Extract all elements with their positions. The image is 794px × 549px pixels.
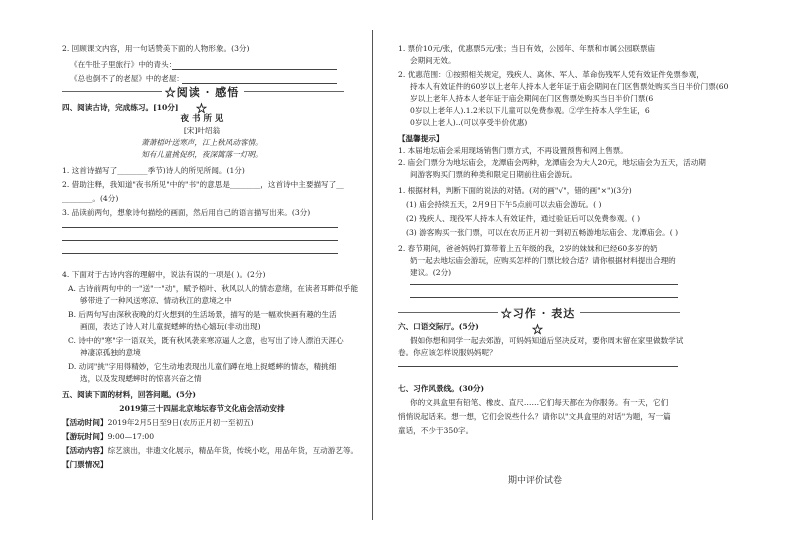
rule-1-line2: 会期间无效。 (410, 56, 456, 65)
rule-2-line5: 0岁以上老人)..(可以享受半价优惠) (410, 118, 528, 127)
event-ticket-label: 【门票情况】 (62, 460, 108, 469)
event-time-label: 【活动时间】 (62, 418, 108, 427)
rule-2-line1: 2. 优惠范围：①按照相关规定，残疾人、离休、军人、革命伤残军人凭有效证件免票参观， (398, 70, 704, 79)
section7-text3: 童话，不少于350字。 (398, 426, 474, 435)
option-d-line2: 选，以及发现蟋蟀时的惊喜兴奋之情 (80, 374, 202, 383)
section6-text2: 卷。你应该怎样说服妈妈呢？ (398, 348, 497, 357)
answer-line[interactable] (62, 253, 338, 254)
event-hours-label: 【游玩时间】 (62, 432, 108, 441)
right-question-1b: (2) 残疾人、现役军人持本人有效证件，通过验证后可以免费参观。( ) (406, 214, 641, 223)
poem-author: [宋]叶绍翁 (183, 126, 221, 135)
banner-write: ☆习作 · 表达☆ (500, 307, 576, 336)
poem-line2: 知有儿童挑促织，夜深篱落一灯明。 (141, 150, 263, 159)
answer-line[interactable] (398, 366, 678, 367)
section4-title: 四、阅读古诗，完成练习。[10分] (62, 103, 179, 112)
banner-read: ☆阅读 · 感悟☆ (164, 86, 240, 115)
section6-text1: 假如你想和同学一起去郊游，可妈妈知道后坚决反对，要你周末留在家里做数学试 (410, 336, 684, 345)
event-time-row (62, 418, 254, 428)
question-1: 1. 这首诗描写了________季节)诗人的所见所闻。(1分) (62, 166, 245, 175)
rule-1-line1: 1. 票价10元/张，优惠票5元/张；当日有效，公园年、年票和市属公园联票庙 (398, 44, 656, 53)
option-a-line2: 够带进了一种风送寒凉、情动秋江的意境之中 (80, 296, 232, 305)
option-c-line2: 神凄凉孤独的意境 (80, 348, 141, 357)
rule-2-line2: 持本人有效证件的60岁以上老年人持本人老年证于庙会期间在门区售票处购买当日半价门票(60 (410, 82, 729, 91)
question-2-cont: ________。(4分) (62, 194, 119, 203)
tip-3: 间游客购买门票的种类和限定日期前往庙会游玩。 (410, 170, 578, 179)
right-question-2-line1: 2. 春节期间，爸爸妈妈打算带着上五年级的我，2岁的妹妹和已经60多岁的奶 (398, 244, 658, 253)
section5-title: 五、阅读下面的材料，回答问题。(5分) (62, 390, 196, 399)
banner-rule (244, 91, 344, 92)
rule-2-line4: 0岁以上老年人).1.2米以下儿童可以免费参观。②学生持本人学生证，6 (410, 106, 650, 115)
right-question-2-line2: 奶一起去地坛庙会游玩，应购买怎样的门票比较合适？请你根据材料提出合理的 (410, 256, 676, 265)
question-4: 4. 下面对于古诗内容的理解中，说法有误的一项是( )。(2分) (62, 270, 266, 279)
event-hours: 9:00—17:00 (107, 432, 155, 441)
section7-text2: 悄悄说起话来。想一想，它们会说些什么？请你以"文具盒里的对话"为题，写一篇 (398, 412, 671, 421)
footer-title: 期中评价试卷 (507, 476, 562, 486)
tip-1: 1. 本届地坛庙会采用现场销售门票方式，不再设置预售和网上售票。 (398, 146, 628, 155)
option-c-line1: C. 诗中的"寒"字一语双关，既有秋风袭来寒凉逼人之意，也写出了诗人漂泊天涯心 (68, 336, 344, 345)
rule-2-line3: 岁以上老年人持本人老年证于庙会期间在门区售票处购买当日半价门票(6 (410, 94, 654, 103)
event-time: 2019年2月5日至9日(农历正月初一至初五) (107, 418, 254, 427)
right-question-1a: (1) 庙会持续五天，2月9日下午5点前可以去庙会游玩。( ) (406, 200, 602, 209)
answer-line[interactable] (410, 297, 678, 298)
answer-line[interactable] (62, 240, 338, 241)
event-content-label: 【活动内容】 (62, 446, 108, 455)
answer-line[interactable] (172, 69, 337, 70)
right-question-2-line3: 建议。(2分) (410, 268, 452, 277)
banner-rule (398, 312, 498, 313)
question-2: 2. 借助注释，我知道"夜书所见"中的"书"的意思是________，这首诗中主要描写了__ (62, 180, 344, 189)
banner-rule (62, 91, 162, 92)
answer-line[interactable] (410, 284, 678, 285)
right-question-1: 1. 根据材料，判断下面的说法的对错。(对的画"√"，错的画"×")(3分) (398, 186, 632, 195)
section6-title: 六、口语交际厅。(5分) (398, 322, 479, 331)
section7-title: 七、习作风景线。(30分) (398, 384, 485, 393)
event-content-row (62, 446, 358, 456)
option-b-line1: B. 后两句写由深秋夜晚的灯火想到的生活场景，描写的是一幅欢快画有趣的生活 (68, 310, 337, 319)
column-divider (372, 30, 373, 520)
option-b-line2: 画面，表达了诗人对儿童捉蟋蟀的热心嬉玩(非动出现) (80, 322, 261, 331)
q2-item1: 《在牛肚子里旅行》中的青头： (70, 60, 177, 69)
q2-prompt: 2. 回顾课文内容，用一句话赞美下面的人物形象。(3分) (62, 44, 250, 53)
banner-rule (580, 312, 680, 313)
section7-text1: 你的文具盒里有铅笔、橡皮、直尺……它们每天都在为你服务。有一天，它们 (410, 398, 669, 407)
option-d-line1: D. 动词"挑"字用得精妙，它生动地表现出儿童们蹲在地上捉蟋蟀的情态，精挑细 (68, 362, 337, 371)
event-title: 2019第三十四届北京地坛春节文化庙会活动安排 (119, 404, 285, 413)
event-content: 综艺演出，非遗文化展示，精品年货，传统小吃，用品年货，互动游艺等。 (107, 446, 359, 455)
question-3: 3. 品读前两句，想象诗句描绘的画面，然后用自己的语言描写出来。(3分) (62, 208, 311, 217)
right-question-1c: (3) 游客购买一张门票，可以在农历正月初一到初五畅游地坛庙会、龙潭庙会。( ) (406, 228, 679, 237)
tips-label: 【温馨提示】 (398, 134, 444, 143)
poem-line1: 萧萧梧叶送寒声，江上秋风动客情。 (141, 138, 263, 147)
event-hours-row (62, 432, 154, 442)
answer-line[interactable] (62, 227, 338, 228)
tip-2: 2. 庙会门票分为地坛庙会，龙潭庙会两种，龙潭庙会为大人20元，地坛庙会为五天，活动期 (398, 158, 706, 167)
q2-item2: 《总也倒不了的老屋》中的老屋： (70, 74, 184, 83)
poem-title: 夜 书 所 见 (180, 114, 224, 124)
option-a-line1: A. 古诗前两句中的一"送"一"动"，赋予梧叶、秋风以人的情态意绪，在读者耳畔似乎能 (68, 284, 359, 293)
